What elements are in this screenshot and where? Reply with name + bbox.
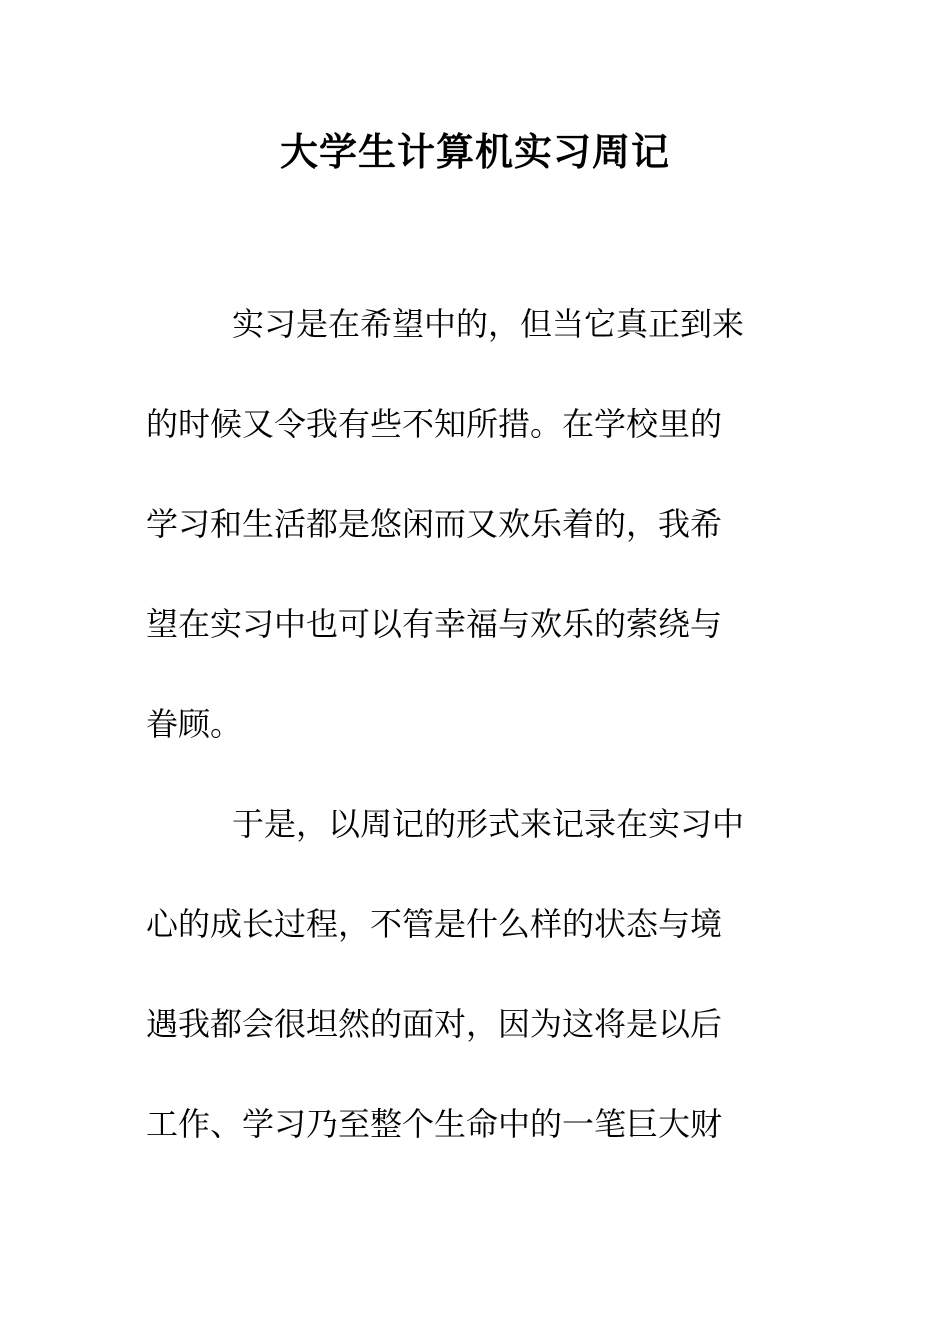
- paragraph-1-line-4: 望在实习中也可以有幸福与欢乐的萦绕与: [146, 605, 723, 643]
- paragraph-2-line-4: 工作、学习乃至整个生命中的一笔巨大财: [146, 1105, 723, 1143]
- paragraph-1-line-3: 学习和生活都是悠闲而又欢乐着的，我希: [146, 505, 723, 543]
- paragraph-2-line-3: 遇我都会很坦然的面对，因为这将是以后: [146, 1005, 723, 1043]
- paragraph-1-line-5: 眷顾。: [146, 705, 243, 743]
- paragraph-2-line-1: 于是，以周记的形式来记录在实习中: [232, 805, 745, 843]
- document-title: 大学生计算机实习周记: [279, 129, 670, 174]
- paragraph-1-line-2: 的时候又令我有些不知所措。在学校里的: [146, 405, 723, 443]
- paragraph-1-line-1: 实习是在希望中的，但当它真正到来: [232, 305, 745, 343]
- paragraph-2-line-2: 心的成长过程，不管是什么样的状态与境: [146, 905, 723, 943]
